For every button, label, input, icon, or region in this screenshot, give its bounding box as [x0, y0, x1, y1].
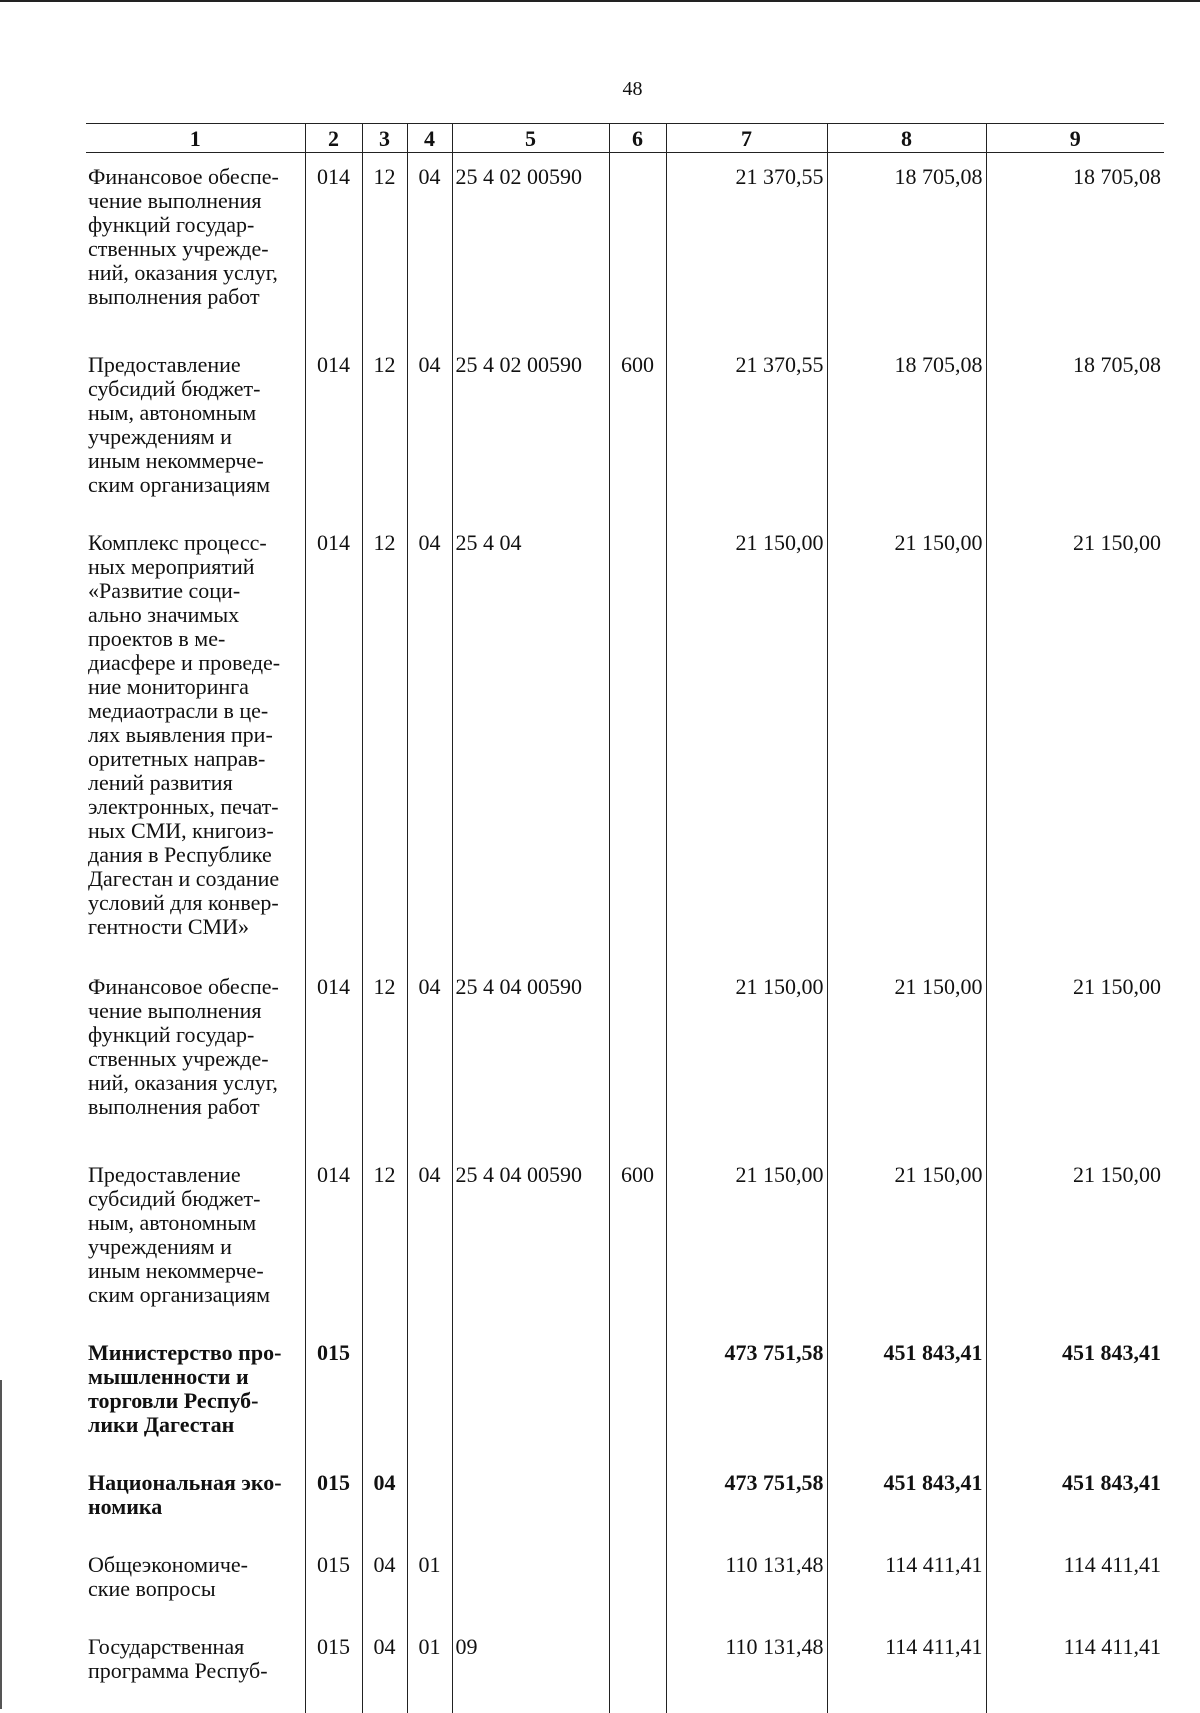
row-code-expense-type [609, 519, 666, 963]
row-code-section: 04 [362, 1541, 407, 1623]
header-col-9: 9 [986, 124, 1164, 153]
row-amount-col8: 21 150,00 [827, 963, 986, 1151]
row-code-section: 12 [362, 1151, 407, 1329]
row-code-expense-type: 600 [609, 341, 666, 519]
row-amount-col8: 21 150,00 [827, 1151, 986, 1329]
row-code-ministry: 015 [305, 1459, 362, 1541]
row-amount-col9: 18 705,08 [986, 153, 1164, 342]
row-amount-col8: 18 705,08 [827, 341, 986, 519]
row-code-section: 04 [362, 1459, 407, 1541]
row-code-subsection: 04 [407, 153, 452, 342]
header-col-4: 4 [407, 124, 452, 153]
row-code-subsection [407, 1329, 452, 1459]
row-amount-col8: 21 150,00 [827, 519, 986, 963]
row-name: Национальная эко- номика [88, 1470, 282, 1519]
row-code-expense-type [609, 1623, 666, 1713]
row-code-ministry: 015 [305, 1541, 362, 1623]
row-code-subsection: 04 [407, 1151, 452, 1329]
row-amount-col7: 110 131,48 [666, 1623, 827, 1713]
row-amount-col8: 18 705,08 [827, 153, 986, 342]
row-name: Министерство про- мышленности и торговли Респуб- лики Дагестан [88, 1340, 282, 1437]
row-amount-col9: 21 150,00 [986, 1151, 1164, 1329]
table-row [86, 153, 1164, 342]
row-amount-col9: 18 705,08 [986, 341, 1164, 519]
row-name: Государственная программа Респуб- [88, 1634, 268, 1683]
row-amount-col8: 114 411,41 [827, 1623, 986, 1713]
row-code-section [362, 1329, 407, 1459]
row-code-expense-type [609, 963, 666, 1151]
table-row [86, 963, 1164, 1151]
header-col-5: 5 [452, 124, 609, 153]
row-amount-col8: 451 843,41 [827, 1329, 986, 1459]
table-row [86, 1541, 1164, 1623]
row-code-section: 04 [362, 1623, 407, 1713]
row-amount-col8: 451 843,41 [827, 1459, 986, 1541]
row-code-target: 25 4 02 00590 [452, 153, 609, 342]
row-code-ministry: 015 [305, 1329, 362, 1459]
row-code-expense-type [609, 1541, 666, 1623]
page-number: 48 [622, 78, 643, 100]
row-amount-col7: 21 370,55 [666, 341, 827, 519]
row-code-target [452, 1329, 609, 1459]
row-code-ministry: 015 [305, 1623, 362, 1713]
row-name: Комплекс процесс- ных мероприятий «Развитие соци- ально значимых проектов в ме- диасфере и проведе- ние мониторинга медиаотрасли в це- лях выявления при- оритетных направ- лений развития электронных, печат- ных СМИ, книгоиз- дания в Республике Дагестан и создание условий для конвер- гентности СМИ» [88, 530, 281, 939]
row-code-subsection: 04 [407, 963, 452, 1151]
row-amount-col8: 114 411,41 [827, 1541, 986, 1623]
row-code-target: 25 4 04 [452, 519, 609, 963]
header-col-7: 7 [666, 124, 827, 153]
row-amount-col7: 473 751,58 [666, 1329, 827, 1459]
table-row [86, 1623, 1164, 1713]
row-amount-col7: 21 370,55 [666, 153, 827, 342]
row-name: Предоставление субсидий бюджет- ным, автономным учреждениям и иным некоммерче- ским организациям [88, 1162, 271, 1307]
row-code-expense-type [609, 1459, 666, 1541]
row-amount-col7: 110 131,48 [666, 1541, 827, 1623]
row-amount-col9: 21 150,00 [986, 519, 1164, 963]
row-code-section: 12 [362, 519, 407, 963]
row-code-subsection: 01 [407, 1541, 452, 1623]
table-header-row [86, 124, 1164, 153]
table-row [86, 1329, 1164, 1459]
row-code-subsection: 04 [407, 341, 452, 519]
row-name: Финансовое обеспе- чение выполнения функций государ- ственных учрежде- ний, оказания услуг, выполнения работ [88, 974, 279, 1119]
row-amount-col9: 451 843,41 [986, 1459, 1164, 1541]
header-col-6: 6 [609, 124, 666, 153]
page-top-border [0, 0, 1200, 2]
row-code-subsection [407, 1459, 452, 1541]
row-amount-col7: 21 150,00 [666, 519, 827, 963]
row-code-expense-type [609, 1329, 666, 1459]
row-code-ministry: 014 [305, 341, 362, 519]
row-amount-col7: 21 150,00 [666, 963, 827, 1151]
row-name: Предоставление субсидий бюджет- ным, автономным учреждениям и иным некоммерче- ским организациям [88, 352, 271, 497]
row-code-subsection: 01 [407, 1623, 452, 1713]
header-col-2: 2 [305, 124, 362, 153]
row-code-section: 12 [362, 341, 407, 519]
row-amount-col9: 114 411,41 [986, 1623, 1164, 1713]
header-col-8: 8 [827, 124, 986, 153]
row-code-section: 12 [362, 153, 407, 342]
row-code-target [452, 1541, 609, 1623]
row-amount-col9: 21 150,00 [986, 963, 1164, 1151]
row-code-target: 25 4 04 00590 [452, 963, 609, 1151]
row-amount-col9: 114 411,41 [986, 1541, 1164, 1623]
row-code-ministry: 014 [305, 519, 362, 963]
table-row [86, 519, 1164, 963]
row-code-section: 12 [362, 963, 407, 1151]
row-code-subsection: 04 [407, 519, 452, 963]
row-code-ministry: 014 [305, 963, 362, 1151]
row-name: Финансовое обеспе- чение выполнения функций государ- ственных учрежде- ний, оказания услуг, выполнения работ [88, 164, 279, 309]
header-col-1: 1 [86, 124, 305, 153]
table-row [86, 1459, 1164, 1541]
row-amount-col7: 473 751,58 [666, 1459, 827, 1541]
table-row [86, 341, 1164, 519]
row-code-target: 25 4 02 00590 [452, 341, 609, 519]
row-code-ministry: 014 [305, 1151, 362, 1329]
row-amount-col7: 21 150,00 [666, 1151, 827, 1329]
row-code-expense-type: 600 [609, 1151, 666, 1329]
row-code-expense-type [609, 153, 666, 342]
page-left-border [0, 1380, 2, 1709]
row-name: Общеэкономиче- ские вопросы [88, 1552, 249, 1601]
row-code-ministry: 014 [305, 153, 362, 342]
budget-table [86, 123, 1164, 1713]
row-amount-col9: 451 843,41 [986, 1329, 1164, 1459]
table-row [86, 1151, 1164, 1329]
row-code-target [452, 1459, 609, 1541]
row-code-target: 25 4 04 00590 [452, 1151, 609, 1329]
row-code-target: 09 [452, 1623, 609, 1713]
header-col-3: 3 [362, 124, 407, 153]
